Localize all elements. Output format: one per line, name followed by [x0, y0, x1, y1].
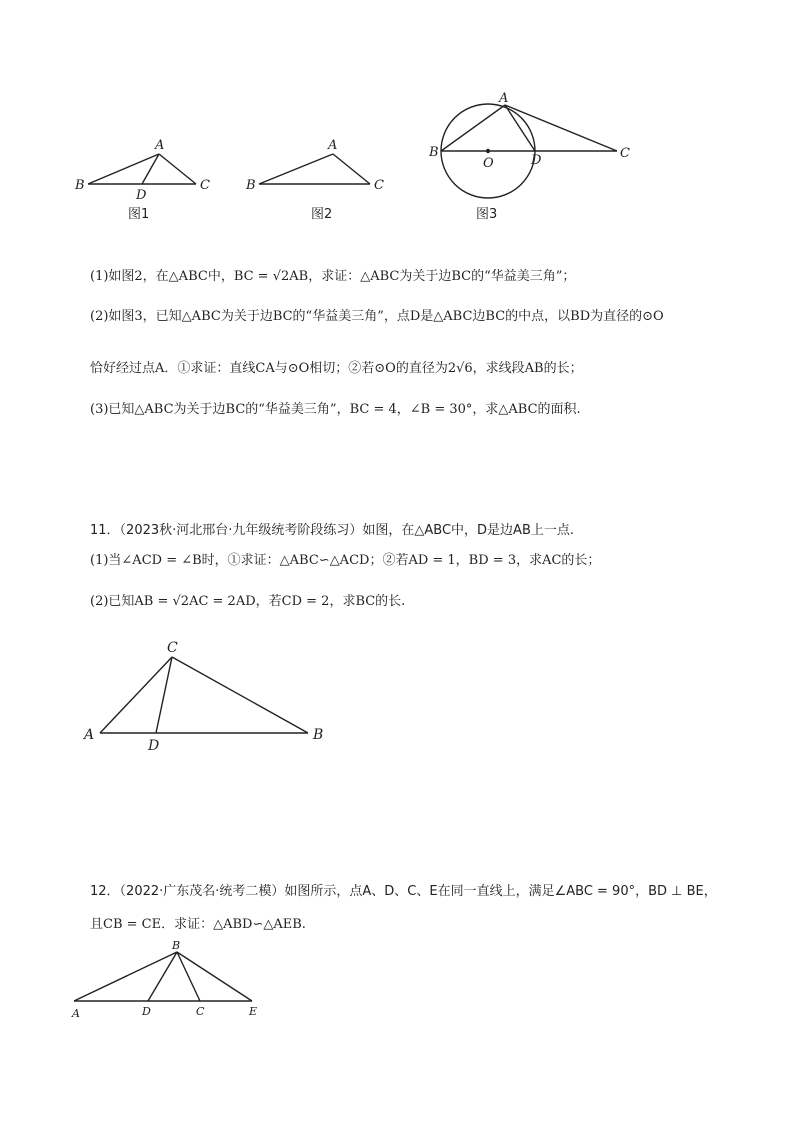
fig3-label-o: O: [483, 156, 494, 171]
q12-fig-label-d: D: [142, 1005, 151, 1018]
q12-fig-label-c: C: [196, 1005, 205, 1018]
fig3-caption: 图3: [476, 207, 498, 222]
q11-fig-label-a: A: [84, 727, 95, 743]
fig3-label-b: B: [429, 145, 439, 160]
fig1-caption: 图1: [128, 207, 150, 222]
fig3-label-d: D: [531, 153, 542, 168]
q12-fig-label-b: B: [172, 939, 181, 952]
q12-header: 12．（2022·广东茂名·统考二模）如图所示，点A、D、C、E在同一直线上，满足∠ABC = 90°，BD ⊥ BE，: [90, 884, 717, 899]
fig1-label-d: D: [136, 188, 147, 203]
q12-fig-label-a: A: [72, 1007, 80, 1020]
q11-header: 11．（2023秋·河北邢台·九年级统考阶段练习）如图，在△ABC中，D是边AB上一点.: [90, 523, 575, 538]
fig2-caption: 图2: [311, 207, 333, 222]
q10-part2-line1: (2)如图3，已知△ABC为关于边BC的“华益美三角”，点D是△ABC边BC的中点，以BD为直径的⊙O: [90, 309, 664, 324]
q11-figure: [0, 630, 400, 760]
fig1-label-b: B: [75, 178, 85, 193]
fig2-label-b: B: [246, 178, 256, 193]
q11-fig-label-c: C: [167, 640, 178, 656]
figures-top: [0, 0, 800, 240]
q12-fig-label-e: E: [249, 1005, 258, 1018]
q11-part2: (2)已知AB = √2AC = 2AD，若CD = 2，求BC的长.: [90, 594, 406, 609]
figure-3: [441, 104, 617, 198]
q12-figure: [0, 935, 300, 1020]
fig2-label-c: C: [374, 178, 384, 193]
fig1-label-c: C: [200, 178, 210, 193]
q11-fig-label-d: D: [148, 738, 160, 754]
q11-part1: (1)当∠ACD = ∠B时，①求证：△ABC∽△ACD；②若AD = 1，BD = 3，求AC的长；: [90, 553, 601, 568]
q10-part1: (1)如图2，在△ABC中，BC = √2AB，求证：△ABC为关于边BC的“华益美三角”；: [90, 269, 576, 284]
fig1-label-a: A: [155, 138, 165, 153]
figure-2: [259, 154, 370, 184]
figure-1: [88, 154, 196, 184]
q10-part2-line2: 恰好经过点A．①求证：直线CA与⊙O相切；②若⊙O的直径为2√6，求线段AB的长；: [90, 361, 583, 376]
q11-fig-label-b: B: [313, 727, 324, 743]
fig2-label-a: A: [328, 138, 338, 153]
fig3-label-a: A: [499, 91, 509, 106]
q10-part3: (3)已知△ABC为关于边BC的“华益美三角”，BC = 4，∠B = 30°，求△ABC的面积.: [90, 402, 581, 417]
fig3-center-point: [486, 149, 490, 153]
q12-part1: 且CB = CE．求证：△ABD∽△AEB.: [90, 917, 306, 932]
fig3-label-c: C: [620, 146, 630, 161]
